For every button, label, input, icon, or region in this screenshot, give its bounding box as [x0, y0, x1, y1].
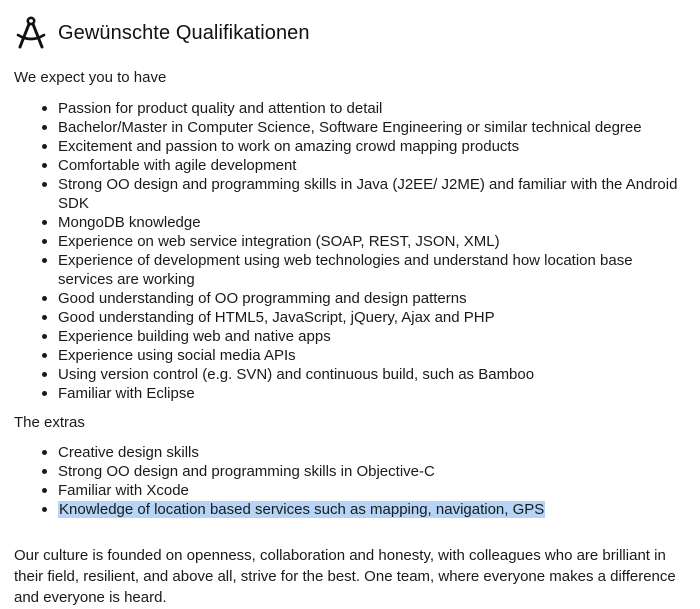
compass-logo-icon [14, 16, 48, 50]
list-item: MongoDB knowledge [0, 213, 700, 232]
list-item: Comfortable with agile development [0, 156, 700, 175]
selected-text[interactable]: Knowledge of location based services such as mapping, navigation, GPS [59, 501, 545, 518]
list-item: Familiar with Eclipse [0, 384, 700, 403]
list-item: Using version control (e.g. SVN) and continuous build, such as Bamboo [0, 365, 700, 384]
list-item: Experience using social media APIs [0, 346, 700, 365]
list-item: Experience building web and native apps [0, 327, 700, 346]
list-item: Familiar with Xcode [0, 481, 700, 500]
section-header [14, 16, 310, 50]
list-item: Good understanding of HTML5, JavaScript, jQuery, Ajax and PHP [0, 308, 700, 327]
list-item: Experience on web service integration (SOAP, REST, JSON, XML) [0, 232, 700, 251]
extras-label: The extras [14, 414, 85, 431]
list-item: Strong OO design and programming skills in Objective-C [0, 462, 700, 481]
expect-list [0, 99, 700, 403]
list-item-highlighted [0, 500, 700, 519]
list-item: Good understanding of OO programming and design patterns [0, 289, 700, 308]
extras-list [0, 443, 700, 519]
list-item: Bachelor/Master in Computer Science, Software Engineering or similar technical degree [0, 118, 700, 137]
culture-paragraph: Our culture is founded on openness, collaboration and honesty, with colleagues who are brilliant in their field, resilient, and above all, strive for the best. One team, where everyone makes a difference and everyone is heard. [14, 547, 676, 606]
expect-intro: We expect you to have [14, 69, 167, 86]
list-item: Excitement and passion to work on amazing crowd mapping products [0, 137, 700, 156]
list-item: Creative design skills [0, 443, 700, 462]
list-item: Passion for product quality and attention to detail [0, 99, 700, 118]
list-item: Strong OO design and programming skills in Java (J2EE/ J2ME) and familiar with the Android SDK [0, 175, 700, 213]
list-item: Experience of development using web technologies and understand how location base services are working [0, 251, 700, 289]
section-title: Gewünschte Qualifikationen [58, 21, 310, 44]
